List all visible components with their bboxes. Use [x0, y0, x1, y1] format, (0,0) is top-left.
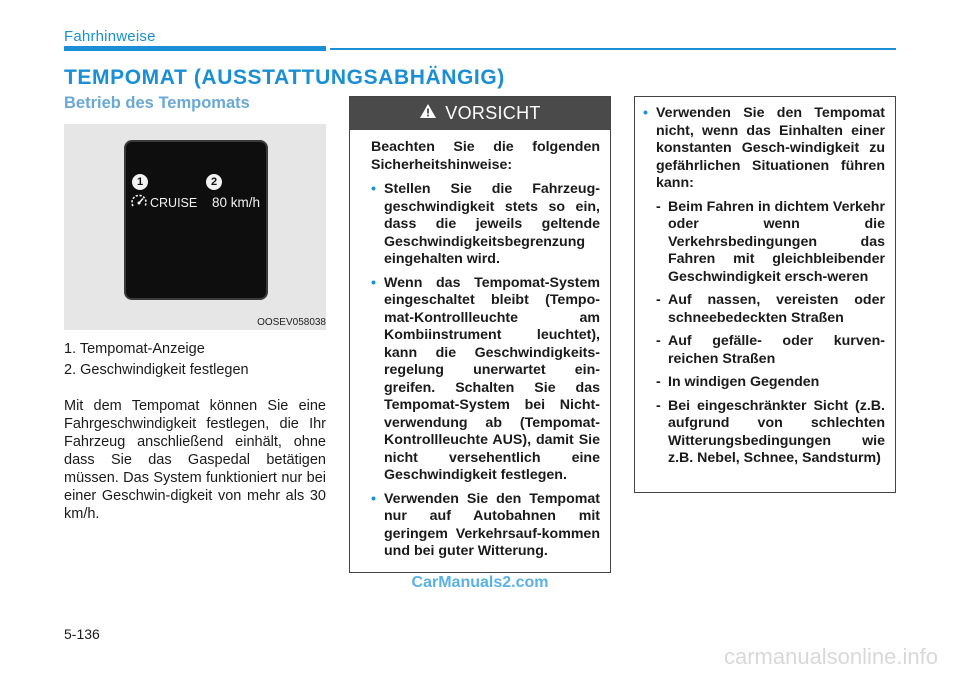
subitem-text: Bei eingeschränkter Sicht (z.B. aufgrund von schlechten Witterungsbedingungen wie z.B. Nebel, Schnee, Sandsturm) — [668, 397, 885, 466]
dash-icon: - — [656, 198, 661, 215]
header-rule-thick — [64, 46, 326, 51]
marker-2: 2 — [206, 174, 222, 190]
bullet-dot-icon: • — [371, 490, 376, 507]
header-rule-thin — [330, 48, 896, 50]
dash-icon: - — [656, 397, 661, 414]
subsection-title: Betrieb des Tempomats — [64, 94, 250, 112]
caution-body — [350, 130, 610, 561]
section-label: Fahrhinweise — [64, 28, 156, 45]
watermark-link[interactable]: CarManuals2.com — [411, 574, 549, 591]
instrument-figure — [64, 124, 326, 330]
cruise-control-icon — [130, 193, 148, 214]
caution-bullet-3 — [371, 491, 600, 561]
right-bullet — [643, 105, 885, 193]
caution-bullet-text: Wenn das Tempomat-System eingeschaltet bleibt (Tempo-mat-Kontrollleuchte am Kombiinstrument leuchtet), kann die Geschwindigkeits-regelung unerwartet ein-greifen. Schalten Sie das Tempomat-System bei Nicht-verwendung ab (Tempomat-Kontrollleuchte AUS), damit Sie nicht versehentlich eine Geschwindigkeit festlegen. — [384, 274, 600, 483]
subitem-4 — [643, 374, 885, 392]
cruise-indicator-row — [130, 192, 264, 214]
caution-bullet-1 — [371, 181, 600, 269]
subitem-text: Auf nassen, vereisten oder schneebedeckten Straßen — [668, 292, 885, 326]
subitem-text: Beim Fahren in dichtem Verkehr oder wenn die Verkehrsbedingungen das Fahren mit gleichbleibender Geschwindigkeit ersch-weren — [668, 198, 885, 285]
dash-icon: - — [656, 333, 661, 349]
caution-intro: Beachten Sie die folgenden Sicherheitshinweise: — [371, 139, 600, 173]
intro-paragraph: Mit dem Tempomat können Sie eine Fahrgeschwindigkeit festlegen, die Ihr Fahrzeug anschließend einhält, ohne dass Sie das Gaspedal betätigen müssen. Das System funktioniert nur bei einer Geschwin-digkeit von mehr als 30 km/h. — [64, 398, 326, 522]
left-body — [64, 340, 326, 523]
subitem-text: Auf gefälle- oder kurven-reichen Straßen — [668, 333, 885, 367]
set-speed-label: 80 km/h — [212, 195, 261, 210]
subitem-3 — [643, 333, 885, 368]
warning-triangle-icon — [419, 103, 437, 124]
caution-header — [350, 97, 610, 130]
caution-box — [349, 96, 611, 573]
right-box — [634, 96, 896, 493]
caution-bullet-text: Stellen Sie die Fahrzeug-geschwindigkeit stets so ein, dass die jeweils geltende Geschwindigkeitsbegrenzung eingehalten wird. — [384, 181, 600, 267]
cruise-label: CRUISE — [150, 196, 198, 210]
figure-legend — [64, 340, 326, 379]
figure-code: OOSEV058038 — [257, 317, 326, 328]
subitem-2 — [643, 292, 885, 327]
legend-item-2: 2. Geschwindigkeit festlegen — [64, 362, 249, 378]
dash-icon: - — [656, 374, 661, 390]
subitem-text: In windigen Gegenden — [668, 374, 820, 390]
legend-item-1: 1. Tempomat-Anzeige — [64, 341, 205, 357]
marker-1: 1 — [132, 174, 148, 190]
caution-bullet-text: Verwenden Sie den Tempomat nur auf Autobahnen mit geringem Verkehrsauf-kommen und bei guter Witterung. — [384, 490, 600, 559]
chapter-title: TEMPOMAT (AUSSTATTUNGSABHÄNGIG) — [64, 66, 505, 89]
footer-watermark: carmanualsonline.info — [723, 644, 938, 669]
right-bullet-text: Verwenden Sie den Tempomat nicht, wenn das Einhalten einer konstanten Gesch-windigkeit zu gefährlichen Situationen führen kann: — [656, 105, 885, 191]
bullet-dot-icon: • — [371, 274, 376, 291]
subitem-5 — [643, 398, 885, 468]
caution-bullet-2 — [371, 275, 600, 485]
caution-heading: VORSICHT — [445, 103, 541, 123]
subitem-1 — [643, 199, 885, 287]
page-number: 5-136 — [64, 626, 100, 642]
instrument-cluster-display — [124, 140, 268, 300]
bullet-dot-icon: • — [643, 105, 648, 121]
bullet-dot-icon: • — [371, 181, 376, 197]
dash-icon: - — [656, 292, 661, 308]
